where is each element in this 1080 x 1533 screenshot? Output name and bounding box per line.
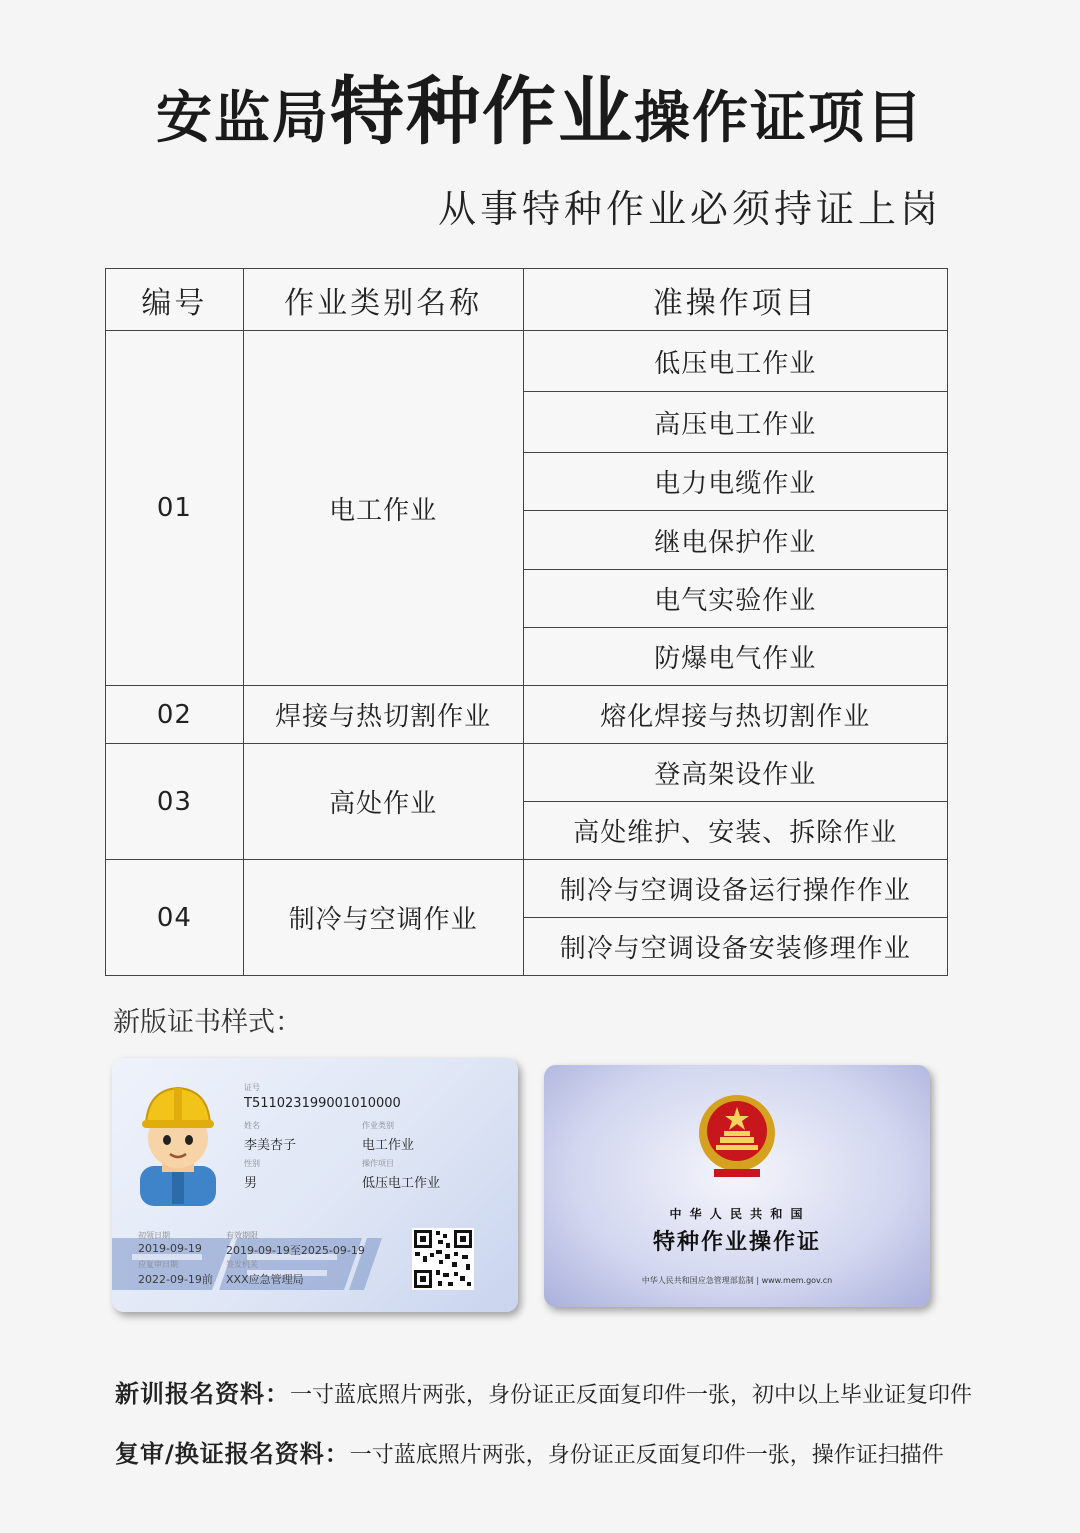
new-requirements-text: 一寸蓝底照片两张，身份证正反面复印件一张，初中以上毕业证复印件 [290, 1383, 973, 1408]
operation-item: 登高架设作业 [523, 744, 948, 802]
title-part-2: 特种作业 [330, 69, 634, 155]
certificate-title: 特种作业操作证 [652, 1230, 821, 1255]
new-training-requirements [115, 1374, 972, 1409]
issuer-label: 签发机关 [226, 1260, 258, 1269]
renewal-requirements-text: 一寸蓝底照片两张，身份证正反面复印件一张，操作证扫描件 [349, 1443, 944, 1468]
group-category: 焊接与热切割作业 [243, 686, 523, 744]
group-category: 制冷与空调作业 [243, 860, 523, 976]
renewal-requirements-label: 复审/换证报名资料： [115, 1440, 350, 1468]
name-label: 姓名 [244, 1121, 260, 1130]
operation-item: 高压电工作业 [523, 392, 948, 453]
new-requirements-label: 新训报名资料： [115, 1380, 290, 1408]
issuer: XXX应急管理局 [226, 1273, 304, 1286]
operation-item: 电气实验作业 [523, 570, 948, 628]
certificate-front-card [112, 1058, 518, 1312]
header-number: 编号 [106, 269, 244, 331]
category-label: 作业类别 [362, 1121, 394, 1130]
holder-category: 电工作业 [362, 1138, 415, 1153]
header-items: 准操作项目 [523, 269, 948, 331]
validity-label: 有效期限 [226, 1231, 258, 1240]
national-emblem-icon [694, 1089, 780, 1181]
operation-item: 高处维护、安装、拆除作业 [523, 802, 948, 860]
header-category: 作业类别名称 [243, 269, 523, 331]
worker-avatar [132, 1078, 224, 1208]
item-label: 操作项目 [362, 1159, 394, 1168]
holder-item: 低压电工作业 [362, 1176, 441, 1191]
group-number: 04 [106, 860, 244, 976]
page-subtitle: 从事特种作业必须持证上岗 [437, 187, 942, 231]
table-row [106, 331, 948, 392]
operation-item: 制冷与空调设备安装修理作业 [523, 918, 948, 976]
holder-name: 李美杏子 [244, 1138, 297, 1153]
title-part-3: 操作证项目 [634, 86, 924, 151]
operation-item: 低压电工作业 [523, 331, 948, 392]
certificate-footer: 中华人民共和国应急管理部监制 | www.mem.gov.cn [641, 1276, 833, 1285]
country-name: 中 华 人 民 共 和 国 [669, 1207, 805, 1221]
renewal-requirements [115, 1434, 944, 1469]
group-number: 01 [106, 331, 244, 686]
id-number: T511023199001010000 [244, 1096, 401, 1111]
operation-item: 防爆电气作业 [523, 628, 948, 686]
table-row [106, 860, 948, 918]
group-number: 03 [106, 744, 244, 860]
validity-period: 2019-09-19至2025-09-19 [226, 1244, 365, 1257]
operation-item: 制冷与空调设备运行操作作业 [523, 860, 948, 918]
gender-label: 性别 [244, 1159, 260, 1168]
group-category: 高处作业 [243, 744, 523, 860]
table-row [106, 744, 948, 802]
id-label: 证号 [244, 1083, 260, 1092]
review-date: 2022-09-19前 [138, 1273, 213, 1286]
certificate-heading: 新版证书样式： [113, 1007, 302, 1038]
issue-label: 初领日期 [138, 1231, 170, 1240]
operation-item: 电力电缆作业 [523, 453, 948, 511]
operation-items-table [105, 268, 948, 976]
qr-code-icon [412, 1228, 474, 1290]
page-title [0, 69, 1080, 172]
review-label: 应复审日期 [138, 1260, 178, 1269]
holder-gender: 男 [244, 1176, 258, 1191]
operation-item: 熔化焊接与热切割作业 [523, 686, 948, 744]
operation-item: 继电保护作业 [523, 511, 948, 570]
table-row [106, 686, 948, 744]
title-part-1: 安监局 [156, 86, 330, 151]
certificate-back-card [544, 1065, 930, 1307]
group-number: 02 [106, 686, 244, 744]
issue-date: 2019-09-19 [138, 1242, 202, 1255]
group-category: 电工作业 [243, 331, 523, 686]
table-header-row [106, 269, 948, 331]
